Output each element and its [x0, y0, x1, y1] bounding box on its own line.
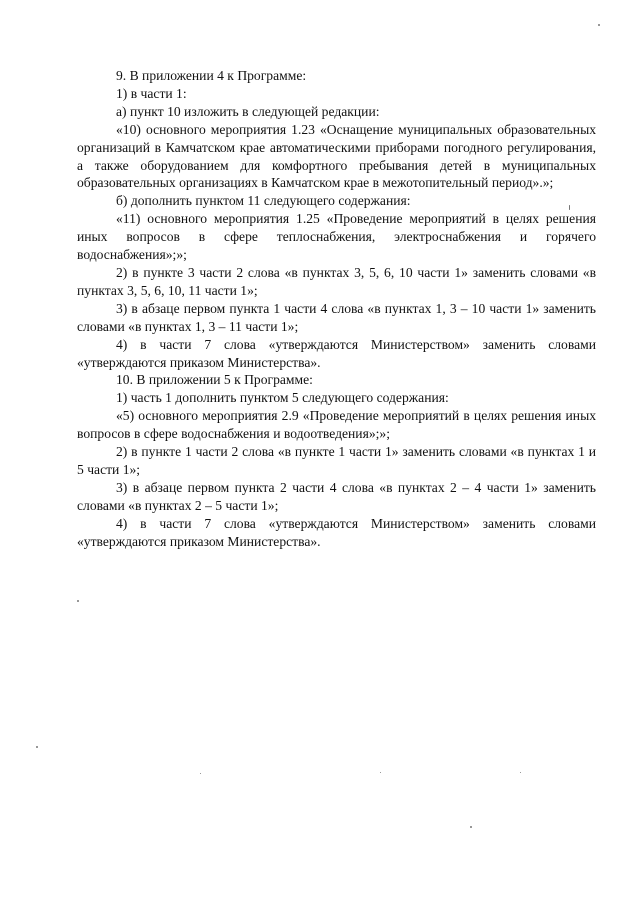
paragraph-10-item-4: 4) в части 7 слова «утверждаются Министерством» заменить словами «утверждаются приказом Министерства». — [77, 515, 596, 549]
paragraph-9-heading: 9. В приложении 4 к Программе: — [116, 68, 307, 83]
paragraph-9-item-1a: а) пункт 10 изложить в следующей редакции: — [116, 103, 380, 119]
paragraph-10-item-2: 2) в пункте 1 части 2 слова «в пункте 1 части 1» заменить словами «в пунктах 1 и 5 части 1»; — [77, 444, 596, 477]
paragraph-10-item-5-text: «5) основного мероприятия 2.9 «Проведение мероприятий в целях решения иных вопросов в сфере водоснабжения и водоотведения»;»; — [77, 408, 596, 442]
paragraph-9-item-2: 2) в пункте 3 части 2 слова «в пунктах 3, 5, 6, 10 части 1» заменить словами «в пунктах 3, 5, 6, 10, 11 части 1»; — [77, 264, 596, 298]
paragraph-9-item-4: 4) в части 7 слова «утверждаются Министерством» заменить словами «утверждаются приказом Министерства». — [77, 336, 596, 370]
scan-speck — [470, 826, 472, 828]
scan-speck — [520, 772, 521, 773]
scan-speck — [569, 205, 570, 210]
scan-speck — [380, 772, 381, 773]
paragraph-10-heading: 10. В приложении 5 к Программе: — [116, 372, 313, 388]
paragraph-9-item-10-text: «10) основного мероприятия 1.23 «Оснащение муниципальных образовательных организаций в Камчатском крае автоматическими приборами погодного регулирования, а также оборудованием для комфортного пребывания детей в муниципальных образовательных организациях в Камчатском крае в межотопительный период».»; — [77, 121, 596, 191]
scan-speck — [598, 24, 600, 26]
scan-speck — [200, 773, 201, 774]
scan-speck — [36, 746, 38, 748]
paragraph-10-item-1: 1) часть 1 дополнить пунктом 5 следующего содержания: — [116, 390, 449, 406]
document-body — [77, 67, 596, 550]
paragraph-10-item-3: 3) в абзаце первом пункта 2 части 4 слова «в пунктах 2 – 4 части 1» заменить словами «в пунктах 2 – 5 части 1»; — [77, 479, 596, 513]
paragraph-9-item-1: 1) в части 1: — [116, 85, 187, 101]
paragraph-9-item-11-text: «11) основного мероприятия 1.25 «Проведение мероприятий в целях решения иных вопросов в сфере теплоснабжения, электроснабжения и горячего водоснабжения»;»; — [77, 211, 596, 263]
paragraph-9-item-1b: б) дополнить пунктом 11 следующего содержания: — [116, 193, 411, 209]
paragraph-9-item-3: 3) в абзаце первом пункта 1 части 4 слова «в пунктах 1, 3 – 10 части 1» заменить словами «в пунктах 1, 3 – 11 части 1»; — [77, 300, 596, 334]
scan-speck — [77, 600, 79, 602]
